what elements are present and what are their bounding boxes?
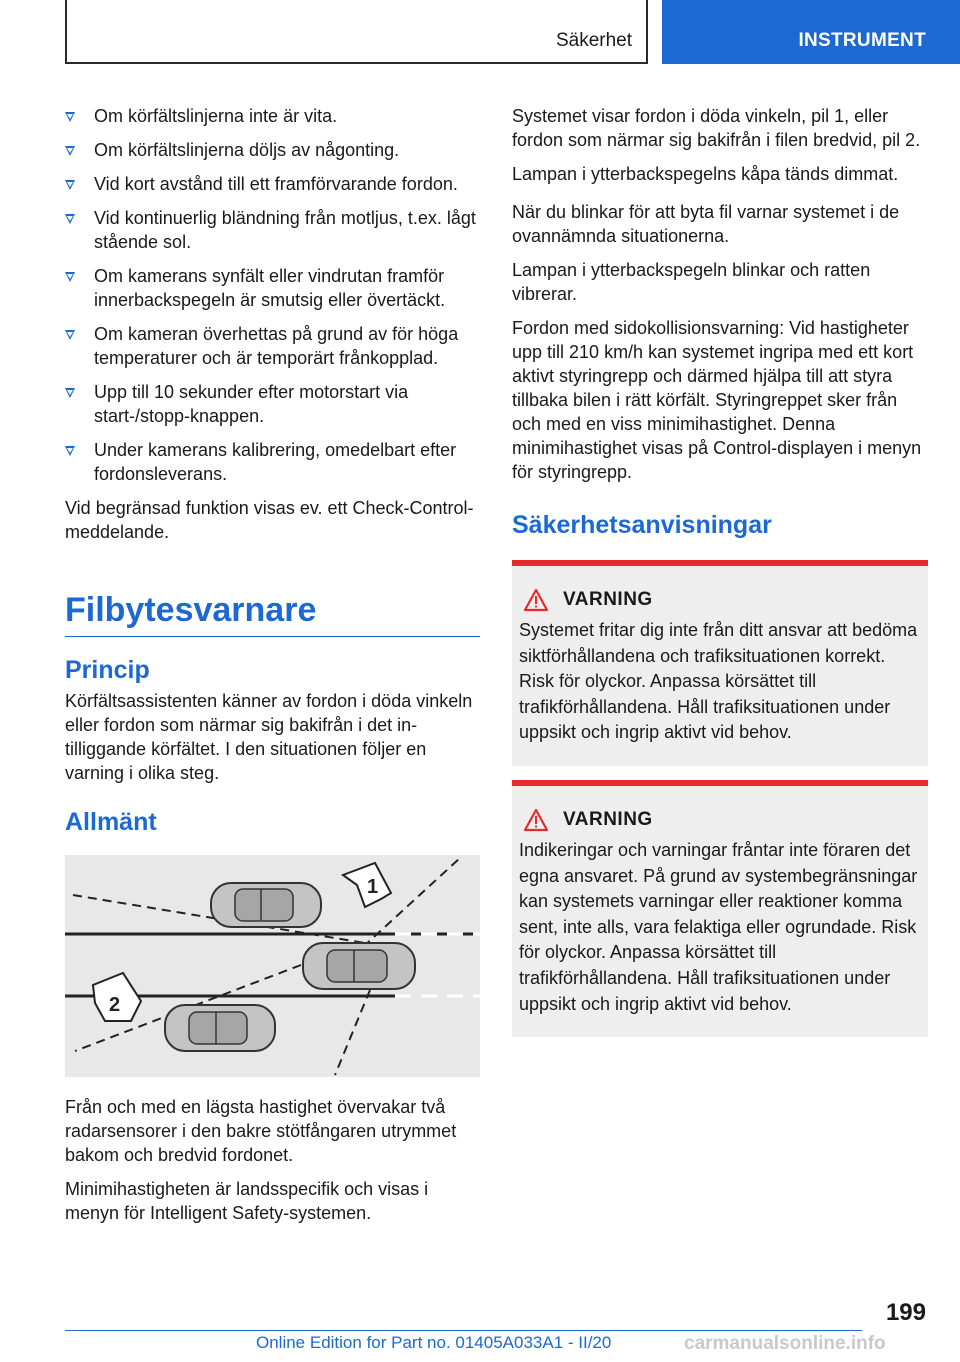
section-title: Filbytesvarnare: [65, 591, 317, 629]
indicator-text: När du blinkar för att byta fil varnar systemet i de ovannämnda situationerna.: [512, 202, 900, 246]
warning-triangle-icon: [523, 588, 549, 612]
principle-heading: Princip: [65, 656, 150, 684]
arrow-1-icon: [343, 863, 391, 907]
header-section-box: [65, 0, 648, 64]
car-icon: [303, 943, 415, 989]
bullet-triangle-icon: [65, 180, 75, 190]
bullet-triangle-icon: [65, 112, 75, 122]
car-icon: [165, 1005, 275, 1051]
bullet-triangle-icon: [65, 146, 75, 156]
warning-title: VARNING: [563, 589, 653, 610]
car-icon: [211, 883, 321, 927]
bullet-triangle-icon: [65, 446, 75, 456]
list-item: Vid kontinuerlig bländning från motljus, t.ex. lågt stående sol.: [65, 206, 480, 254]
edition-link[interactable]: Online Edition for Part no. 01405A033A1 - II/20: [256, 1333, 612, 1352]
principle-text: Körfältsassistenten känner av fordon i döda vinkeln eller fordon som närmar sig bakifrån i det intilliggande körfältet. I den situationen följer en varning i olika steg.: [65, 691, 473, 783]
safety-heading: Säkerhetsanvisningar: [512, 511, 772, 539]
limited-function-text: Vid begränsad funktion visas ev. ett Check-Control-meddelande.: [65, 498, 474, 542]
arrow-2-icon: [93, 973, 141, 1021]
display-text: Systemet visar fordon i döda vinkeln, pil 1, eller fordon som närmar sig bakifrån i filen bredvid, pil 2.: [512, 106, 921, 150]
right-column: [512, 104, 928, 1051]
warning-triangle-icon: [523, 808, 549, 832]
zone-line: [335, 990, 370, 1075]
arrow-2-label: 2: [109, 994, 121, 1016]
mirror-blink-text: Lampan i ytterbackspegeln blinkar och ratten vibrerar.: [512, 260, 871, 304]
general-heading: Allmänt: [65, 808, 157, 836]
footer-rule: [65, 1330, 862, 1331]
header-section-label: Säkerhet: [555, 30, 632, 51]
min-speed-text: Minimihastigheten är landsspecifik och visas i menyn för Intelligent Safety-systemen.: [65, 1179, 429, 1223]
list-item: Om körfältslinjerna döljs av någonting.: [65, 138, 480, 162]
watermark: carmanualsonline.info: [684, 1333, 886, 1354]
header-chapter-label: INSTRUMENT: [798, 30, 926, 51]
side-collision-text: Fordon med sidokollisionsvarning: Vid hastigheter upp till 210 km/h kan systemet ingripa med ett kort aktivt styringrepp och därmed hjälpa till att styra tillbaka bilen i rätt körfält. Styringreppet sker från och med en viss minimihastighet. Denna minimihastighet visas på Control-displayen i menyn för styringrepp.: [512, 318, 922, 482]
list-item: Om kamerans synfält eller vindrutan framför innerbackspegeln är smutsig eller övertäckt.: [65, 264, 480, 312]
warning-box: [512, 560, 928, 766]
list-item: Om kameran överhettas på grund av för höga temperaturer och är temporärt frånkopplad.: [65, 322, 480, 370]
arrow-1-label: 1: [367, 876, 379, 898]
bullet-triangle-icon: [65, 214, 75, 224]
mirror-dim-text: Lampan i ytterbackspegelns kåpa tänds dimmat.: [512, 164, 899, 184]
list-item: Upp till 10 sekunder efter motorstart via start-/stopp-knappen.: [65, 380, 480, 428]
bullet-triangle-icon: [65, 388, 75, 398]
list-item: Under kamerans kalibrering, omedelbart efter fordonsleverans.: [65, 438, 480, 486]
limitation-list: [65, 104, 480, 486]
page-number: 199: [885, 1299, 926, 1326]
header-chapter-tab[interactable]: [662, 0, 960, 64]
radar-text: Från och med en lägsta hastighet övervakar två radarsensorer i den bakre stötfångaren utrymmet bakom och bredvid fordonet.: [65, 1097, 457, 1165]
bullet-triangle-icon: [65, 330, 75, 340]
left-column: [65, 104, 480, 1235]
bullet-triangle-icon: [65, 272, 75, 282]
section-title-rule: [65, 636, 480, 637]
warning-box: [512, 780, 928, 1037]
warning-title: VARNING: [563, 808, 653, 830]
list-item: Vid kort avstånd till ett framförvarande fordon.: [65, 172, 480, 196]
warning-text: Systemet fritar dig inte från ditt ansvar att bedöma siktförhållandena och trafiksituationen korrekt. Risk för olyckor. Anpassa körsättet till trafikförhållandena. Håll trafiksituationen under uppsikt och ingrip aktivt vid behov.: [519, 620, 918, 743]
list-item: Om körfältslinjerna inte är vita.: [65, 104, 480, 128]
lane-change-illustration: [65, 855, 480, 1077]
warning-text: Indikeringar och varningar fråntar inte föraren det egna ansvaret. På grund av systembegränsningar kan systemets varningar eller reaktioner komma sent, inte alls, vara felaktiga eller ogrundade. Risk för olyckor. Anpassa körsättet till trafikförhållandena. Håll trafiksituationen under uppsikt och ingrip aktivt vid behov.: [519, 839, 918, 1014]
